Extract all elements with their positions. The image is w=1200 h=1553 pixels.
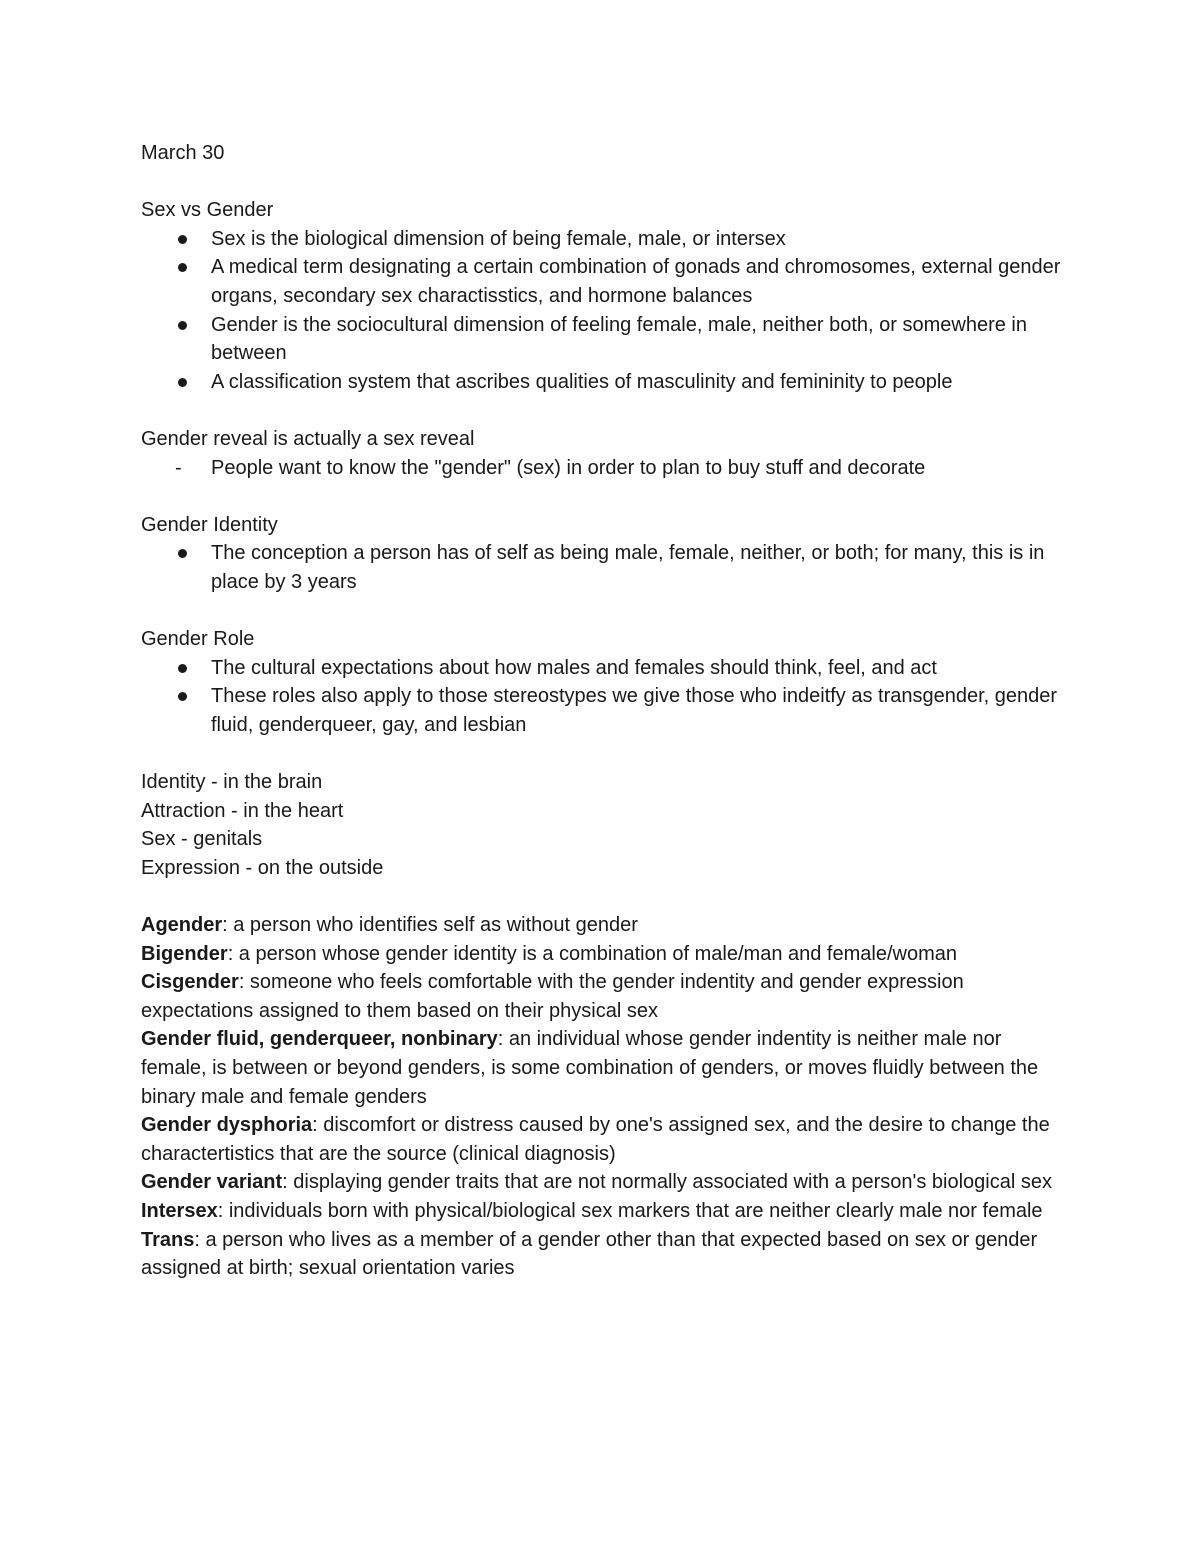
section-heading-gender-role: Gender Role [141, 628, 255, 651]
dash-icon: - [175, 456, 182, 479]
bullet-icon [178, 664, 187, 673]
list-item [141, 682, 1071, 739]
definition-term: Gender fluid, genderqueer, nonbinary [141, 1028, 498, 1051]
definition-text: : a person who identifies self as without gender [222, 914, 638, 937]
list-item [141, 368, 1071, 397]
definition-text: : a person whose gender identity is a combination of male/man and female/woman [227, 942, 957, 965]
spacer [141, 739, 1071, 768]
definition [141, 1168, 1071, 1197]
document-body [141, 139, 1071, 1283]
bullet-icon [178, 378, 187, 387]
list-item-text: People want to know the "gender" (sex) in order to plan to buy stuff and decorate [211, 456, 926, 479]
bullet-icon [178, 321, 187, 330]
list-item [141, 539, 1071, 596]
definition [141, 911, 1071, 940]
list-item [141, 654, 1071, 683]
definition [141, 968, 1071, 1025]
definition [141, 1197, 1071, 1226]
spacer [141, 396, 1071, 425]
definition-text: : someone who feels comfortable with the gender indentity and gender expression expectations assigned to them based on their physical sex [141, 971, 964, 1022]
list-item-text: The conception a person has of self as being male, female, neither, or both; for many, this is in place by 3 years [211, 542, 1045, 593]
spacer [141, 168, 1071, 197]
dash-list-gender-reveal [141, 454, 1071, 483]
list-item [141, 253, 1071, 310]
definition-text: : an individual whose gender indentity is neither male nor female, is between or beyond genders, is some combination of genders, or moves fluidly between the binary male and female genders [141, 1028, 1039, 1108]
bullet-icon [178, 235, 187, 244]
definition-text: : individuals born with physical/biological sex markers that are neither clearly male nor female [217, 1199, 1043, 1222]
bullet-list-sex-vs-gender [141, 225, 1071, 397]
bullet-list-gender-identity [141, 539, 1071, 596]
list-item-text: A classification system that ascribes qualities of masculinity and femininity to people [211, 370, 953, 393]
definition [141, 1025, 1071, 1111]
section-heading-gender-reveal: Gender reveal is actually a sex reveal [141, 427, 475, 450]
list-item-text: A medical term designating a certain combination of gonads and chromosomes, external gender organs, secondary sex charactisstics, and hormone balances [211, 256, 1061, 307]
list-item-text: Gender is the sociocultural dimension of feeling female, male, neither both, or somewhere in between [211, 313, 1027, 365]
spacer [141, 482, 1071, 511]
definition-term: Cisgender [141, 971, 239, 994]
definition-text: : discomfort or distress caused by one's assigned sex, and the desire to change the charactertistics that are the source (clinical diagnosis) [141, 1114, 1050, 1165]
bullet-icon [178, 263, 187, 272]
definition [141, 1226, 1071, 1283]
definition-term: Agender [141, 914, 223, 937]
spacer [141, 597, 1071, 626]
bullet-list-gender-role [141, 654, 1071, 740]
location-line: Expression - on the outside [141, 856, 384, 879]
list-item-text: Sex is the biological dimension of being female, male, or intersex [211, 227, 786, 250]
definition-term: Bigender [141, 942, 228, 965]
definition-text: : a person who lives as a member of a gender other than that expected based on sex or gender assigned at birth; sexual orientation varies [141, 1228, 1038, 1280]
definition-term: Gender dysphoria [141, 1114, 313, 1137]
location-line: Attraction - in the heart [141, 799, 344, 822]
spacer [141, 882, 1071, 911]
definition-text: : displaying gender traits that are not normally associated with a person's biological sex [282, 1171, 1052, 1194]
definition-term: Gender variant [141, 1171, 283, 1194]
location-line: Identity - in the brain [141, 771, 323, 794]
date-line: March 30 [141, 142, 225, 164]
list-item [141, 225, 1071, 254]
bullet-icon [178, 549, 187, 558]
section-heading-gender-identity: Gender Identity [141, 513, 278, 536]
section-heading-sex-vs-gender: Sex vs Gender [141, 199, 274, 222]
definition-term: Intersex [141, 1199, 218, 1222]
list-item-text: The cultural expectations about how males and females should think, feel, and act [211, 656, 937, 679]
list-item [141, 311, 1071, 368]
definition-term: Trans [141, 1228, 195, 1251]
list-item [141, 454, 1071, 483]
definition [141, 940, 1071, 969]
definitions-list [141, 911, 1071, 1283]
list-item-text: These roles also apply to those stereostypes we give those who indeitfy as transgender, gender fluid, genderqueer, gay, and lesbian [211, 685, 1058, 736]
definition [141, 1111, 1071, 1168]
bullet-icon [178, 692, 187, 701]
location-line: Sex - genitals [141, 828, 263, 851]
